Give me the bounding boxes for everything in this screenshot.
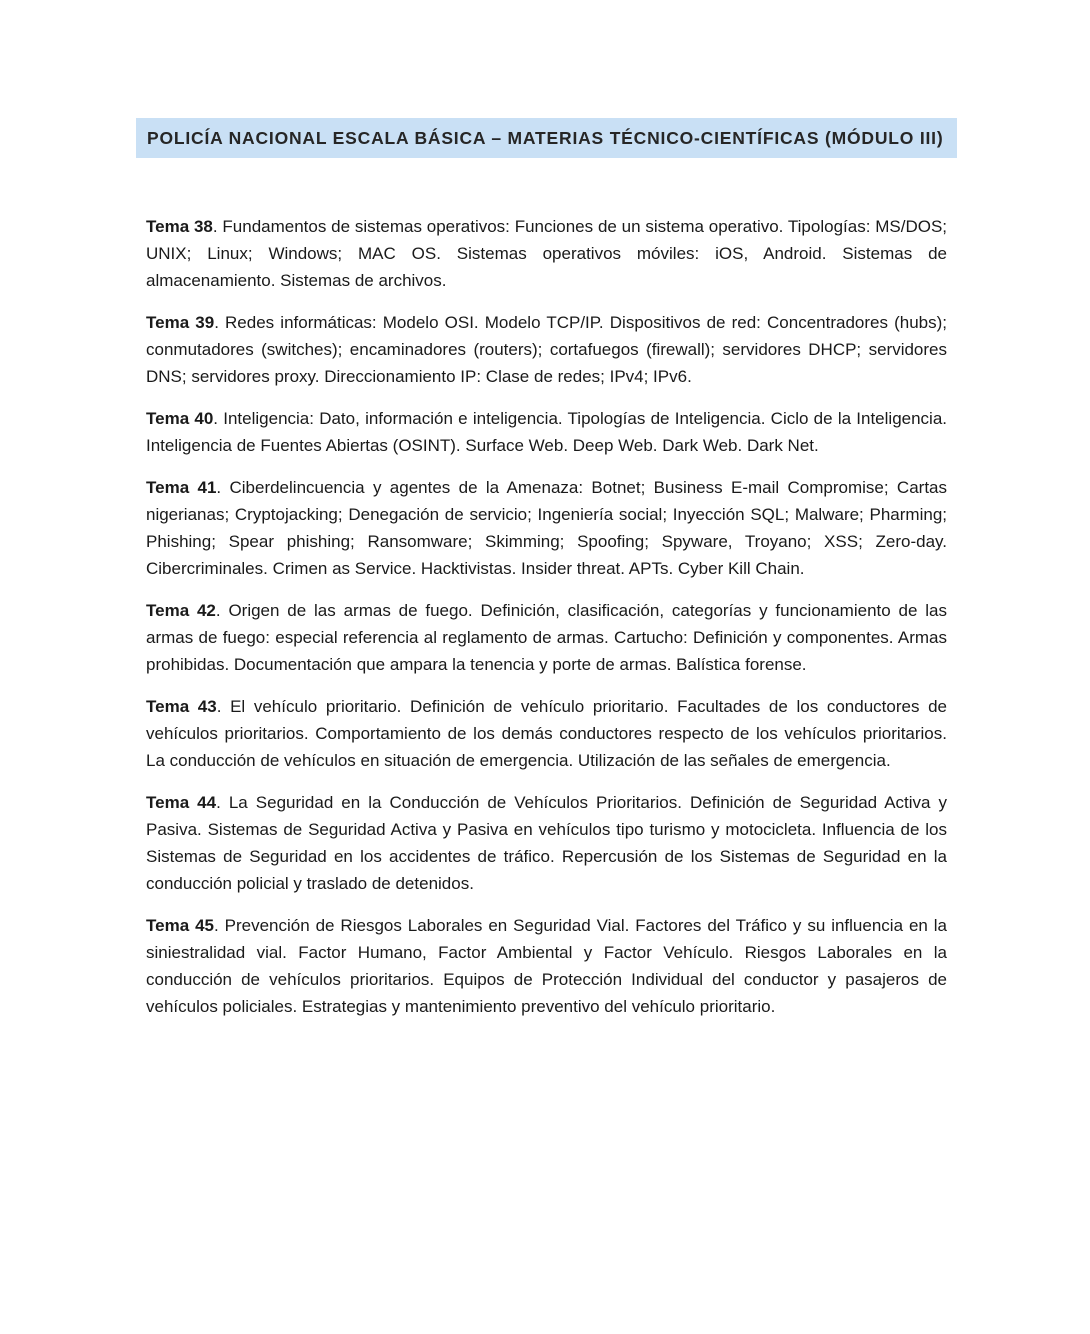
- tema-label: Tema 41: [146, 478, 217, 497]
- tema-label: Tema 44: [146, 793, 217, 812]
- tema-paragraph-40: [146, 405, 947, 459]
- tema-text: . Fundamentos de sistemas operativos: Funciones de un sistema operativo. Tipologías: MS/DOS; UNIX; Linux; Windows; MAC OS. Sistemas operativos móviles: iOS, Android. Sistemas de almacenamiento. Sistemas de archivos.: [146, 217, 948, 290]
- tema-label: Tema 38: [146, 217, 213, 236]
- tema-paragraph-41: [146, 474, 947, 582]
- tema-label: Tema 43: [146, 697, 217, 716]
- tema-text: . Redes informáticas: Modelo OSI. Modelo TCP/IP. Dispositivos de red: Concentradores (hubs); conmutadores (switches); encaminadores (routers); cortafuegos (firewall); servidores DHCP; servidores DNS; servidores proxy. Direccionamiento IP: Clase de redes; IPv4; IPv6.: [146, 313, 948, 386]
- tema-label: Tema 42: [146, 601, 216, 620]
- tema-paragraph-44: [146, 789, 947, 897]
- tema-label: Tema 40: [146, 409, 214, 428]
- tema-paragraph-42: [146, 597, 947, 678]
- tema-text: . Inteligencia: Dato, información e inteligencia. Tipologías de Inteligencia. Ciclo de la Inteligencia. Inteligencia de Fuentes Abiertas (OSINT). Surface Web. Deep Web. Dark Web. Dark Net.: [146, 409, 948, 455]
- tema-paragraph-39: [146, 309, 947, 390]
- tema-paragraph-38: [146, 213, 947, 294]
- document-body: [146, 213, 947, 1035]
- tema-label: Tema 45: [146, 916, 214, 935]
- tema-text: . Prevención de Riesgos Laborales en Seguridad Vial. Factores del Tráfico y su influencia en la siniestralidad vial. Factor Humano, Factor Ambiental y Factor Vehículo. Riesgos Laborales en la conducción de vehículos prioritarios. Equipos de Protección Individual del conductor y pasajeros de vehículos policiales. Estrategias y mantenimiento preventivo del vehículo prioritario.: [146, 916, 948, 1016]
- tema-text: . Origen de las armas de fuego. Definición, clasificación, categorías y funcionamiento de las armas de fuego: especial referencia al reglamento de armas. Cartucho: Definición y componentes. Armas prohibidas. Documentación que ampara la tenencia y porte de armas. Balística forense.: [146, 601, 947, 674]
- tema-label: Tema 39: [146, 313, 215, 332]
- tema-text: . Ciberdelincuencia y agentes de la Amenaza: Botnet; Business E-mail Compromise; Cartas nigerianas; Cryptojacking; Denegación de servicio; Ingeniería social; Inyección SQL; Malware; Pharming; Phishing; Spear phishing; Ransomware; Skimming; Spoofing; Spyware, Troyano; XSS; Zero-day. Cibercriminales. Crimen as Service. Hacktivistas. Insider threat. APTs. Cyber Kill Chain.: [146, 478, 947, 578]
- tema-paragraph-43: [146, 693, 947, 774]
- tema-text: . El vehículo prioritario. Definición de vehículo prioritario. Facultades de los conductores de vehículos prioritarios. Comportamiento de los demás conductores respecto de los vehículos prioritarios. La conducción de vehículos en situación de emergencia. Utilización de las señales de emergencia.: [146, 697, 948, 770]
- page-title: POLICÍA NACIONAL ESCALA BÁSICA – MATERIAS TÉCNICO-CIENTÍFICAS (MÓDULO III): [147, 128, 944, 148]
- tema-text: . La Seguridad en la Conducción de Vehículos Prioritarios. Definición de Seguridad Activa y Pasiva. Sistemas de Seguridad Activa y Pasiva en vehículos tipo turismo y motocicleta. Influencia de los Sistemas de Seguridad en los accidentes de tráfico. Repercusión de los Sistemas de Seguridad en la conducción policial y traslado de detenidos.: [146, 793, 948, 893]
- document-title-bar: [136, 118, 957, 158]
- tema-paragraph-45: [146, 912, 947, 1020]
